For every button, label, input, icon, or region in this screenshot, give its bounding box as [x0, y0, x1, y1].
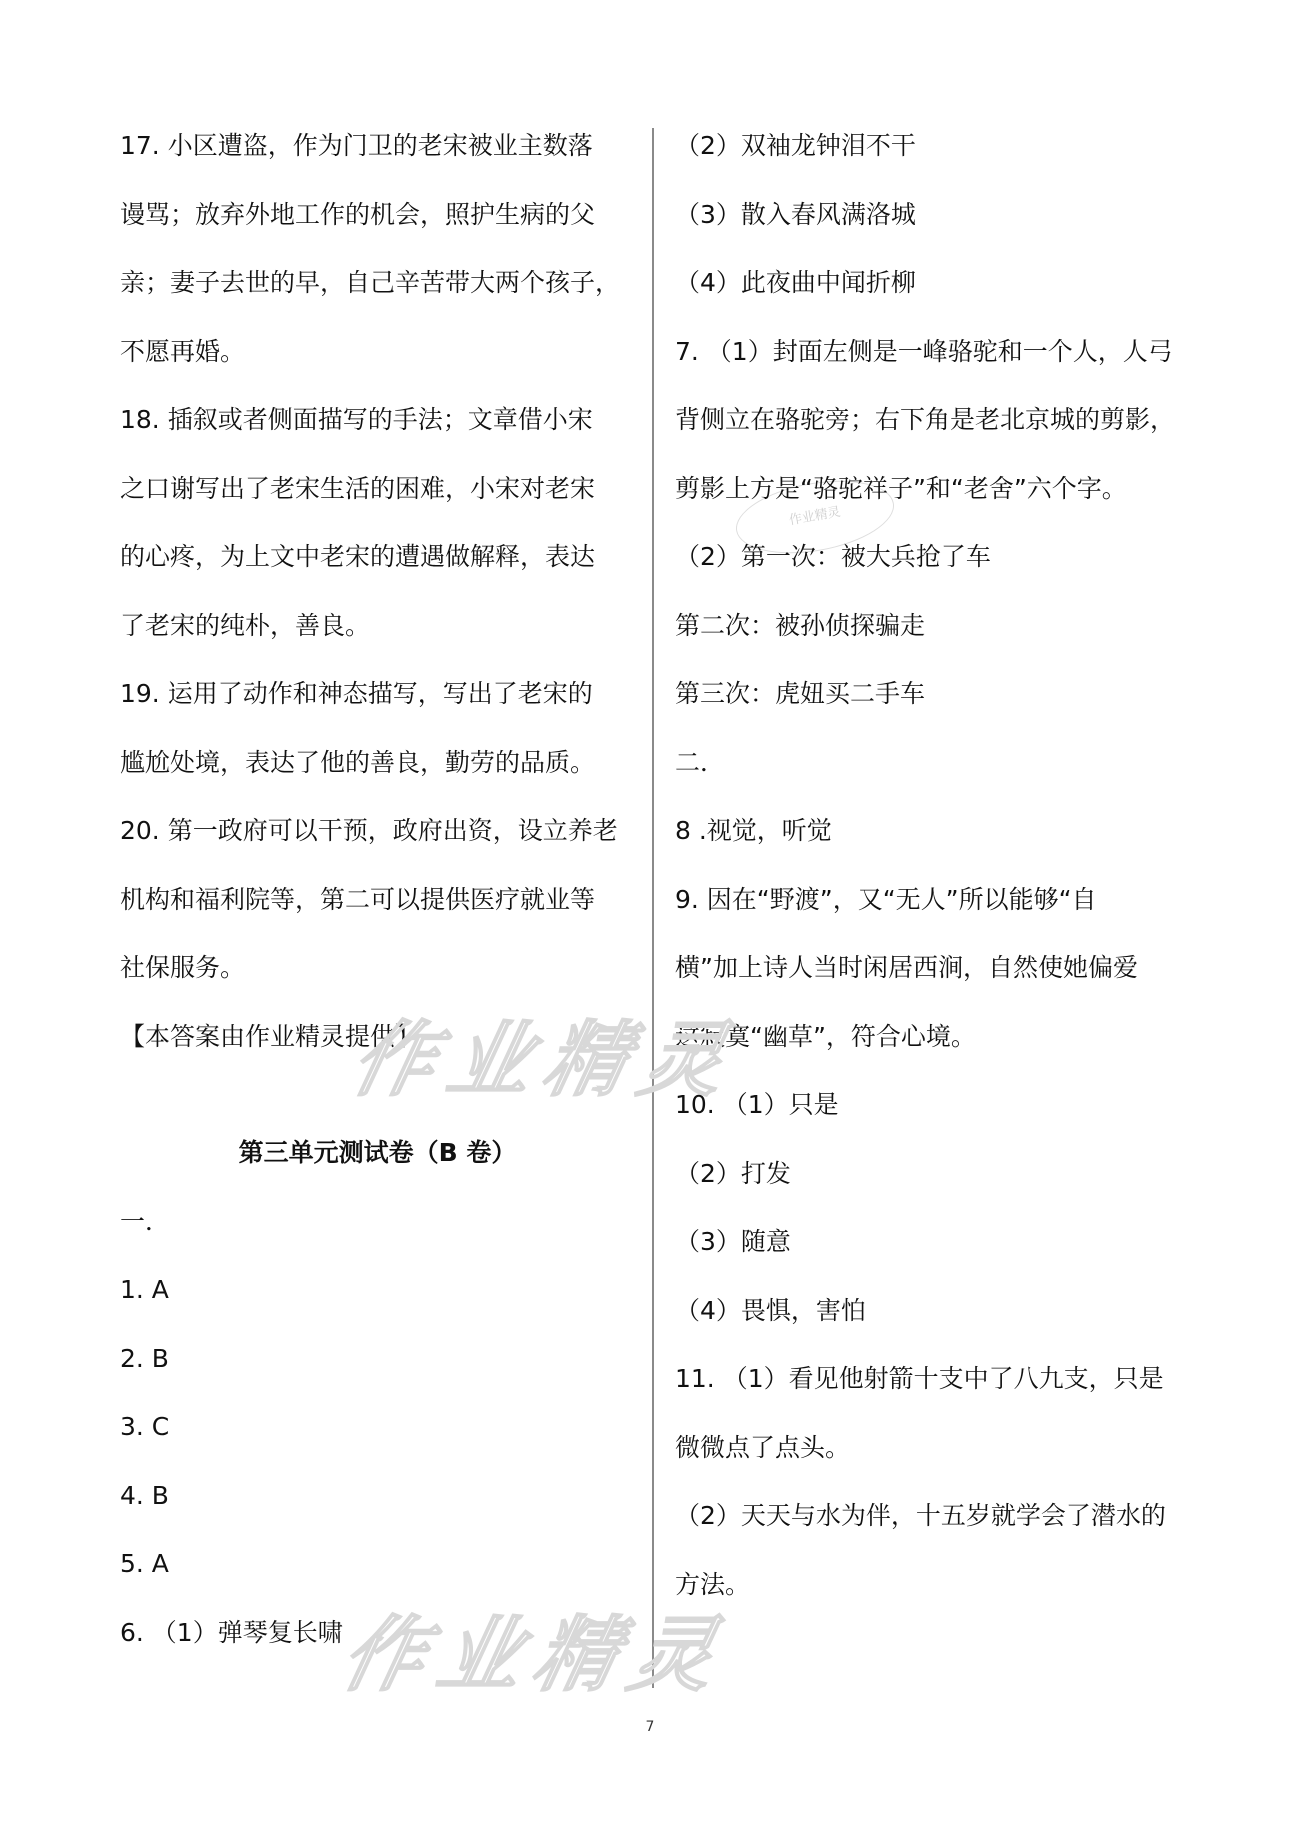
left-column — [120, 112, 635, 1667]
watermark-seal: 作业精灵 — [730, 470, 899, 565]
text-line: 二． — [675, 747, 726, 777]
text-line: 11. （1）看见他射箭十支中了八九支，只是 — [675, 1364, 1164, 1393]
page-number: 7 — [645, 1719, 655, 1735]
text-line: 20. 第一政府可以干预，政府出资，设立养老 — [120, 816, 618, 845]
text-line: 17. 小区遭盗，作为门卫的老宋被业主数落 — [120, 131, 593, 160]
text-line: 机构和福利院等，第二可以提供医疗就业等 — [120, 884, 596, 914]
text-line: 的心疼，为上文中老宋的遭遇做解释，表达 — [120, 542, 596, 571]
text-line: （2）天天与水为伴，十五岁就学会了潜水的 — [675, 1501, 1166, 1530]
text-line: 7. （1）封面左侧是一峰骆驼和一个人，人弓 — [675, 336, 1173, 366]
right-column — [675, 112, 1195, 1619]
text-line: 一． — [120, 1206, 171, 1236]
text-line: （2）双袖龙钟泪不干 — [675, 131, 916, 160]
text-line: 亲；妻子去世的早，自己辛苦带大两个孩子， — [120, 268, 621, 297]
text-line: 10. （1）只是 — [675, 1090, 839, 1119]
text-line: （3）散入春风满洛城 — [675, 199, 916, 229]
text-line: 3. C — [120, 1412, 170, 1441]
text-line: 这寂寞“幽草”，符合心境。 — [675, 1021, 976, 1051]
text-line: 了老宋的纯朴，善良。 — [120, 610, 371, 640]
text-line: （2）打发 — [675, 1158, 791, 1188]
section-title: 第三单元测试卷（B 卷） — [238, 1138, 517, 1167]
text-line: 背侧立在骆驼旁；右下角是老北京城的剪影， — [675, 405, 1176, 434]
text-line: 8 .视觉，听觉 — [675, 816, 832, 845]
text-line: 第三次：虎妞买二手车 — [675, 679, 926, 708]
text-line: 微微点了点头。 — [675, 1432, 851, 1462]
text-line: 18. 插叙或者侧面描写的手法；文章借小宋 — [120, 405, 593, 434]
text-line: 1. A — [120, 1275, 169, 1304]
text-line: 剪影上方是“骆驼祥子”和“老舍”六个字。 — [675, 473, 1127, 503]
text-line: 6. （1）弹琴复长啸 — [120, 1617, 343, 1647]
text-line: 5. A — [120, 1549, 169, 1578]
text-line: （4）畏惧，害怕 — [675, 1295, 866, 1325]
column-divider — [652, 128, 654, 1688]
text-line: 横”加上诗人当时闲居西涧，自然使她偏爱 — [675, 953, 1138, 982]
text-line: （4）此夜曲中闻折柳 — [675, 268, 916, 297]
watermark: 作业精灵 — [333, 1608, 738, 1703]
watermark: 作业精灵 — [343, 1013, 748, 1108]
text-line: 方法。 — [675, 1569, 751, 1599]
text-line: （2）第一次：被大兵抢了车 — [675, 542, 991, 571]
text-line: 第二次：被孙侦探骗走 — [675, 610, 926, 640]
text-line: 9. 因在“野渡”，又“无人”所以能够“自 — [675, 884, 1097, 914]
text-line: 不愿再婚。 — [120, 336, 246, 366]
text-line: 19. 运用了动作和神态描写，写出了老宋的 — [120, 679, 593, 708]
text-line: （3）随意 — [675, 1227, 791, 1256]
text-line: 2. B — [120, 1343, 169, 1373]
answer-source-note: 【本答案由作业精灵提供】 — [120, 1021, 421, 1051]
text-line: 社保服务。 — [120, 953, 246, 982]
text-line: 谩骂；放弃外地工作的机会，照护生病的父 — [120, 199, 596, 229]
text-line: 之口谢写出了老宋生活的困难，小宋对老宋 — [120, 473, 596, 503]
text-line: 尴尬处境，表达了他的善良，勤劳的品质。 — [120, 747, 596, 777]
text-line: 4. B — [120, 1480, 169, 1510]
